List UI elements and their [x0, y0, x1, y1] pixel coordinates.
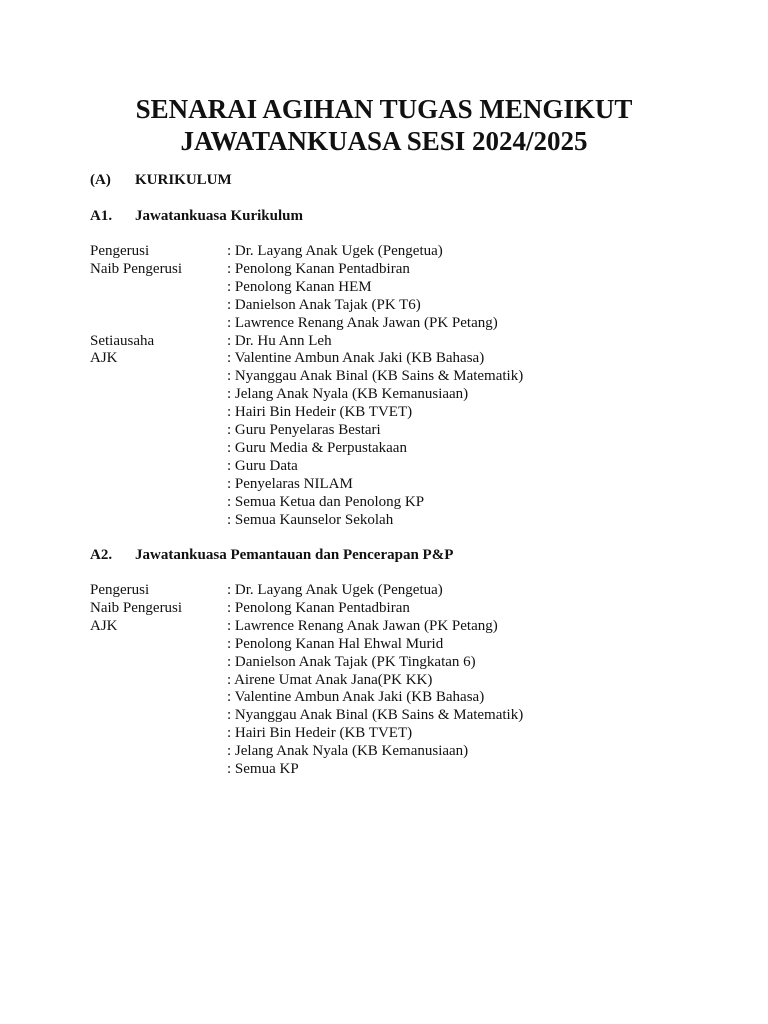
committee-member: : Jelang Anak Nyala (KB Kemanusiaan)	[227, 386, 469, 403]
section-label: KURIKULUM	[135, 172, 232, 188]
committee-role: Naib Pengerusi	[90, 260, 183, 277]
committee-role: Setiausaha	[90, 332, 155, 349]
committee-member: : Valentine Ambun Anak Jaki (KB Bahasa)	[227, 689, 485, 706]
committee-name: Jawatankuasa Kurikulum	[135, 208, 303, 224]
committee-member: : Penolong Kanan Pentadbiran	[227, 599, 410, 616]
committee-member: : Hairi Bin Hedeir (KB TVET)	[227, 404, 413, 421]
document-title-line-2: JAWATANKUASA SESI 2024/2025	[180, 126, 588, 156]
committee-member: : Guru Penyelaras Bestari	[227, 422, 381, 438]
committee-member: : Penolong Kanan Hal Ehwal Murid	[227, 635, 444, 652]
committee-member: : Semua Kaunselor Sekolah	[227, 511, 394, 528]
committee-heading	[90, 207, 303, 225]
committee-member: : Semua KP	[227, 761, 299, 777]
committee-member: : Nyanggau Anak Binal (KB Sains & Matematik)	[227, 368, 524, 385]
committee-role: Naib Pengerusi	[90, 599, 183, 616]
committee-member: : Guru Data	[227, 457, 298, 474]
committee-member: : Jelang Anak Nyala (KB Kemanusiaan)	[227, 743, 469, 760]
section-heading	[90, 171, 232, 189]
committee-role: Pengerusi	[90, 243, 150, 259]
committee-member: : Semua Ketua dan Penolong KP	[227, 493, 425, 510]
committee-heading	[90, 546, 453, 564]
committee-member: : Airene Umat Anak Jana(PK KK)	[227, 671, 433, 688]
committee-role: AJK	[90, 350, 118, 367]
committee-code: A1.	[90, 208, 113, 224]
committee-member: : Danielson Anak Tajak (PK Tingkatan 6)	[227, 653, 476, 670]
committee-role: AJK	[90, 617, 118, 634]
committee-member: : Penolong Kanan HEM	[227, 278, 372, 295]
committee-code: A2.	[90, 547, 113, 563]
committee-member: : Nyanggau Anak Binal (KB Sains & Matematik)	[227, 707, 524, 724]
committee-member: : Penolong Kanan Pentadbiran	[227, 260, 410, 277]
committee-member: : Lawrence Renang Anak Jawan (PK Petang)	[227, 314, 498, 331]
committee-member: : Dr. Layang Anak Ugek (Pengetua)	[227, 243, 443, 259]
committee-name: Jawatankuasa Pemantauan dan Pencerapan P&P	[135, 547, 454, 563]
committee-member: : Penyelaras NILAM	[227, 475, 353, 492]
document-title-line-1: SENARAI AGIHAN TUGAS MENGIKUT	[135, 94, 633, 124]
committee-member: : Guru Media & Perpustakaan	[227, 439, 407, 456]
committee-member: : Danielson Anak Tajak (PK T6)	[227, 296, 421, 313]
committee-member: : Dr. Hu Ann Leh	[227, 332, 332, 349]
committee-member: : Lawrence Renang Anak Jawan (PK Petang)	[227, 617, 498, 634]
committee-member: : Valentine Ambun Anak Jaki (KB Bahasa)	[227, 350, 485, 367]
committee-member: : Dr. Layang Anak Ugek (Pengetua)	[227, 582, 443, 598]
committee-role: Pengerusi	[90, 582, 150, 598]
committee-member: : Hairi Bin Hedeir (KB TVET)	[227, 725, 413, 742]
section-code: (A)	[90, 172, 111, 188]
